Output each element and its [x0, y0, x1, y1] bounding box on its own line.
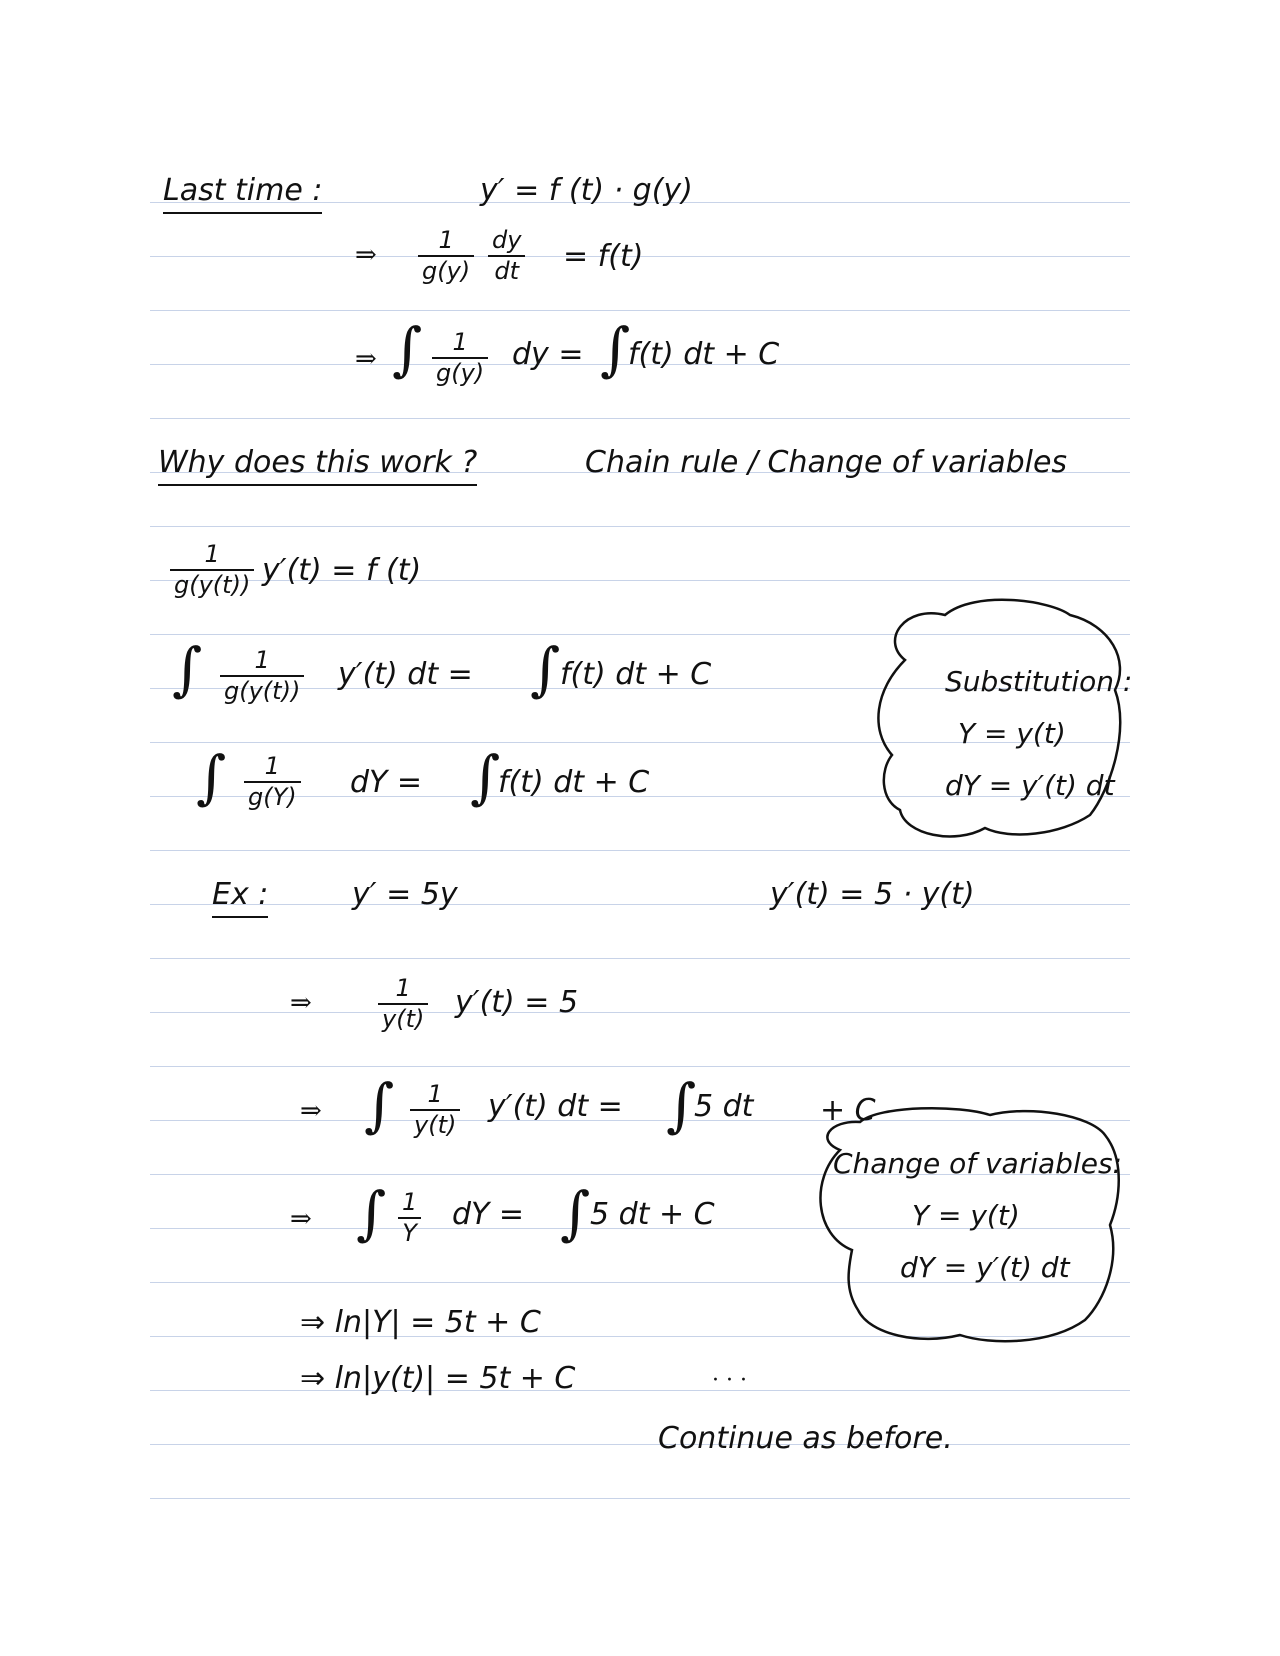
note-change-line1: Y = y(t): [912, 1199, 1020, 1232]
implies-arrow: ⇒: [290, 1204, 312, 1234]
integral-sign: ∫: [196, 743, 227, 811]
fraction-dy-dt: [488, 228, 525, 284]
example-ode: y′ = 5y: [352, 877, 458, 912]
fraction-one-over-g-of-y-t: [170, 542, 254, 598]
fraction-numerator: 1: [264, 752, 280, 780]
last-time-heading: [163, 173, 323, 208]
fraction-numerator: 1: [254, 646, 270, 674]
fraction-denominator: g(y): [436, 359, 485, 388]
why-answer: Chain rule / Change of variables: [585, 445, 1068, 480]
note-substitution-title: Substitution :: [945, 665, 1133, 698]
fraction-numerator: dy: [492, 226, 522, 254]
fraction-denominator: g(y): [422, 257, 471, 286]
equation-rhs: f(t) dt + C: [560, 657, 712, 692]
integral-sign: ∫: [530, 635, 561, 703]
fraction-one-over-y-t: [410, 1082, 460, 1138]
fraction-one-over-g-of-Y: [244, 754, 301, 810]
fraction-one-over-y-t: [378, 976, 428, 1032]
equation-rhs: = f(t): [563, 239, 644, 274]
fraction-denominator: y(t): [414, 1111, 457, 1140]
integral-sign: ∫: [364, 1071, 395, 1139]
fraction-one-over-g: [418, 228, 474, 284]
fraction-one-over-g-of-y-t: [220, 648, 304, 704]
note-change-line2: dY = y′(t) dt: [900, 1251, 1070, 1284]
integral-sign: ∫: [470, 743, 501, 811]
fraction-denominator: y(t): [382, 1005, 425, 1034]
log-step-Y: ⇒ ln|Y| = 5t + C: [300, 1305, 541, 1340]
implies-arrow: ⇒: [290, 988, 312, 1018]
integral-sign: ∫: [392, 315, 423, 383]
example-label-text: Ex :: [212, 877, 268, 918]
note-change-title: Change of variables:: [833, 1147, 1122, 1180]
implies-arrow: ⇒: [355, 240, 377, 270]
integral-sign: ∫: [356, 1179, 387, 1247]
separable-ode: y′ = f (t) · g(y): [480, 173, 693, 208]
ellipsis: · · ·: [712, 1368, 747, 1393]
equation-rhs: f(t) dt + C: [498, 765, 650, 800]
fraction-numerator: 1: [438, 226, 454, 254]
equation-middle: y′(t) dt =: [488, 1089, 623, 1124]
implies-arrow: ⇒: [355, 344, 377, 374]
equation-rhs: 5 dt + C: [590, 1197, 715, 1232]
equation-rhs: y′(t) = f (t): [262, 553, 422, 588]
equation-rhs: y′(t) = 5: [455, 985, 579, 1020]
note-substitution-line2: dY = y′(t) dt: [945, 769, 1115, 802]
fraction-numerator: 1: [427, 1080, 443, 1108]
fraction-numerator: 1: [395, 974, 411, 1002]
fraction-numerator: 1: [402, 1188, 418, 1216]
equation-middle: y′(t) dt =: [338, 657, 473, 692]
why-question-text: Why does this work ?: [158, 445, 477, 486]
fraction-denominator: g(Y): [248, 783, 297, 812]
fraction-denominator: g(y(t)): [224, 677, 301, 706]
fraction-denominator: g(y(t)): [174, 571, 251, 600]
fraction-numerator: 1: [204, 540, 220, 568]
continue-as-before: Continue as before.: [658, 1421, 953, 1456]
last-time-label: Last time :: [163, 173, 322, 214]
integral-sign: ∫: [666, 1071, 697, 1139]
example-side-note: y′(t) = 5 · y(t): [770, 877, 975, 912]
integral-sign: ∫: [600, 315, 631, 383]
log-step-y-t: ⇒ ln|y(t)| = 5t + C: [300, 1361, 576, 1396]
equation-middle: dY =: [350, 765, 423, 800]
fraction-one-over-Y: [398, 1190, 421, 1246]
equation-middle: dY =: [452, 1197, 525, 1232]
constant-of-integration: + C: [820, 1093, 876, 1128]
fraction-numerator: 1: [452, 328, 468, 356]
note-substitution-line1: Y = y(t): [958, 717, 1066, 750]
integral-sign: ∫: [172, 635, 203, 703]
fraction-denominator: Y: [402, 1219, 417, 1248]
fraction-denominator: dt: [494, 257, 520, 286]
equation-middle: dy =: [512, 337, 584, 372]
equation-rhs: 5 dt: [694, 1089, 754, 1124]
why-question: [158, 445, 478, 480]
fraction-one-over-g: [432, 330, 488, 386]
integral-sign: ∫: [560, 1179, 591, 1247]
implies-arrow: ⇒: [300, 1096, 322, 1126]
equation-rhs: f(t) dt + C: [628, 337, 780, 372]
example-label: [212, 877, 269, 912]
